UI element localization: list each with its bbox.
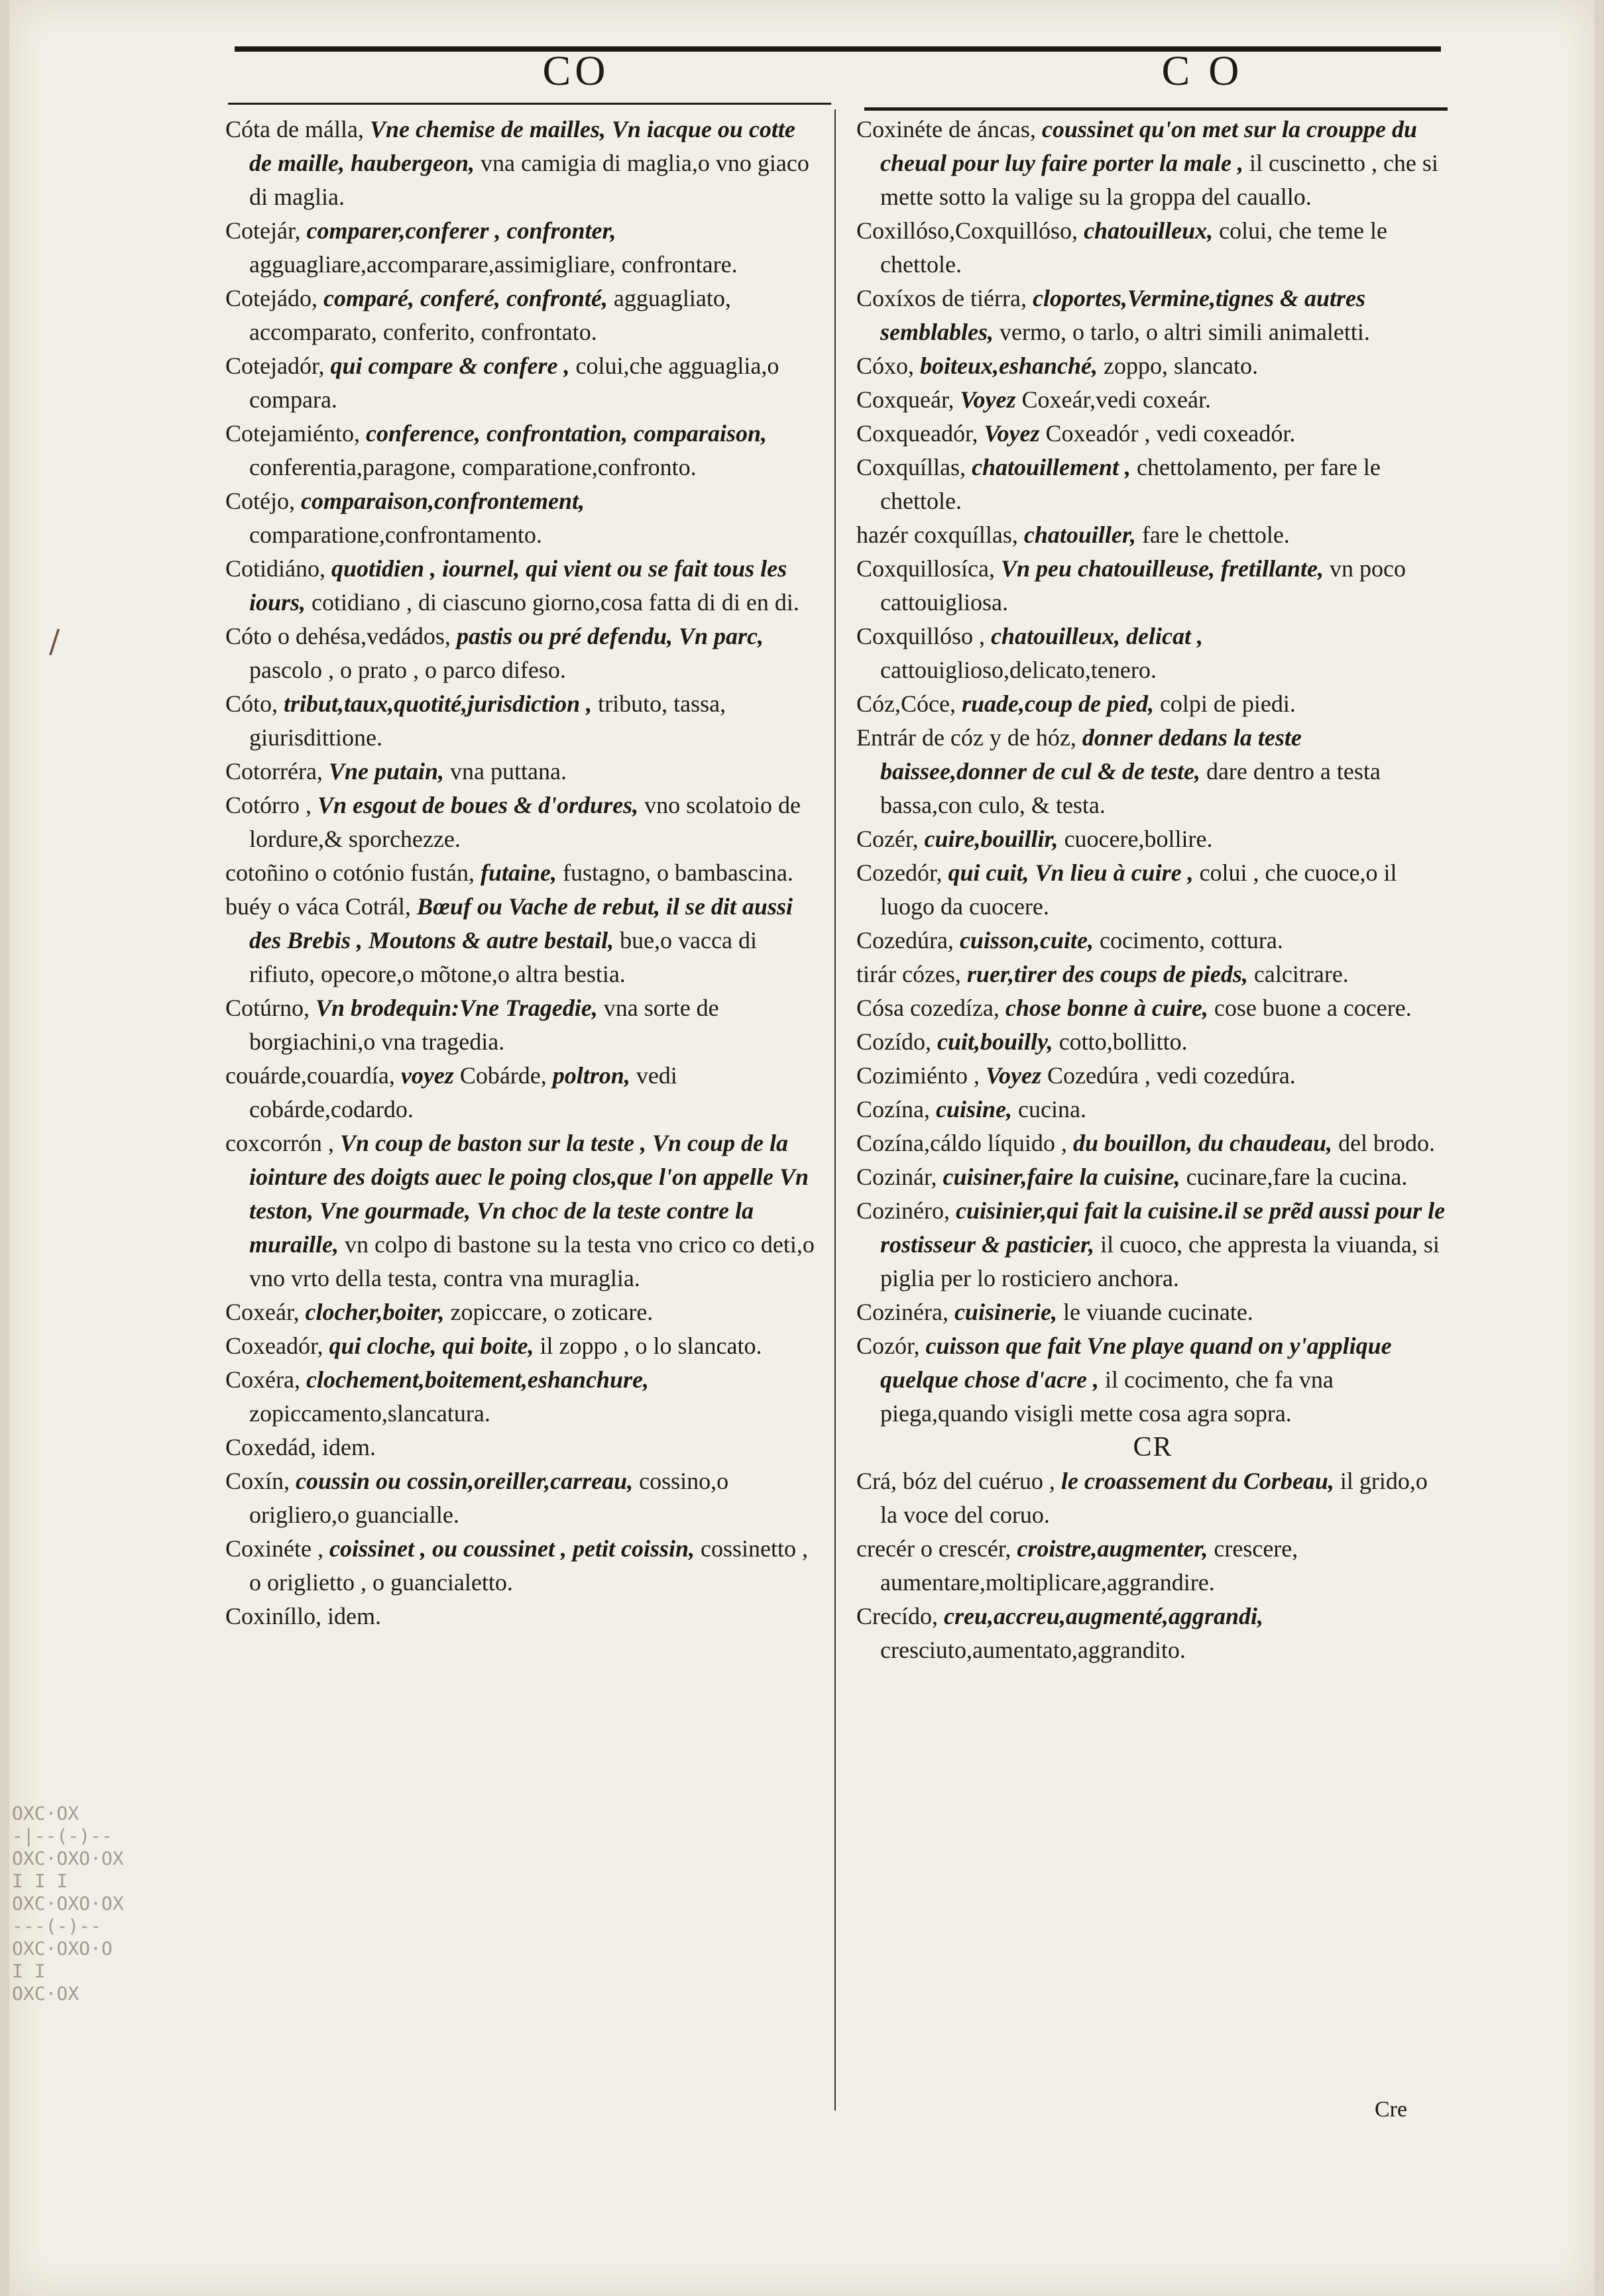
dictionary-entry: [225, 484, 822, 552]
dictionary-entry: [225, 620, 822, 687]
entry-headword: Crecído,: [856, 1603, 944, 1629]
entry-french: ruer,tirer des coups de pieds,: [966, 961, 1254, 987]
dictionary-entry: [225, 113, 822, 214]
entry-headword: Coxquíllas,: [856, 454, 972, 480]
entry-headword: Cozér,: [856, 826, 925, 852]
dictionary-entry: [225, 282, 822, 349]
entry-italian: vno scolatoio de lordure,& sporchezze.: [249, 792, 801, 852]
dictionary-entry: [225, 991, 822, 1059]
entry-italian: zopiccamento,slancatura.: [249, 1400, 490, 1427]
entry-headword: Cozinéro,: [856, 1197, 956, 1224]
bleed-line: ---(-)--: [12, 1915, 101, 1937]
entry-italian: cucinare,fare la cucina.: [1186, 1164, 1408, 1190]
entry-headword: Coxín,: [225, 1468, 296, 1494]
entry-italian: vermo, o tarlo, o altri simili animaletti.: [999, 319, 1370, 345]
dictionary-entry: [856, 1059, 1450, 1093]
entry-headword: Coxeadór,: [225, 1333, 329, 1359]
bleed-line: OXC·OXO·OX: [12, 1847, 124, 1869]
entry-french: Vn esgout de boues & d'ordures,: [317, 792, 645, 818]
dictionary-entry: [856, 417, 1450, 451]
entry-french: conference, confrontation, comparaison,: [365, 420, 767, 447]
entry-headword: Cóz,Cóce,: [856, 690, 962, 717]
entry-headword: crecér o crescér,: [856, 1535, 1017, 1562]
entry-italian: vna camigia di maglia,o vno giaco di maglia.: [249, 150, 809, 210]
right-column: [856, 113, 1450, 1667]
entry-headword: Coxeár,: [225, 1299, 306, 1325]
entry-french: poltron,: [552, 1062, 636, 1089]
entry-italian: cossino,o origliero,o guancialle.: [249, 1468, 729, 1528]
entry-french: clochement,boitement,eshanchure,: [306, 1366, 649, 1393]
dictionary-entry: [856, 822, 1450, 856]
entry-headword: Cotejadór,: [225, 353, 331, 379]
entry-french: qui cloche, qui boite,: [329, 1333, 540, 1359]
entry-headword: Cotejádo,: [225, 285, 323, 311]
entry-french: chatouilleux,: [1084, 217, 1220, 244]
margin-mark: /: [49, 623, 60, 660]
dictionary-entry: [856, 282, 1450, 349]
entry-french: chatouillement ,: [972, 454, 1137, 480]
entry-italian: zopiccare, o zoticare.: [450, 1299, 654, 1325]
entry-french: chose bonne à cuire,: [1005, 995, 1214, 1021]
entry-french: coussinet qu'on met sur la crouppe du cheual pour luy faire porter la male ,: [880, 116, 1418, 176]
bleed-line: OXC·OXO·O: [12, 1938, 113, 1959]
entry-italian: agguagliato, accomparato, conferito, confrontato.: [249, 285, 731, 345]
entry-french: comparaison,confrontement,: [301, 488, 585, 514]
dictionary-entry: [225, 214, 822, 282]
entry-headword: Coxquillosíca,: [856, 555, 1001, 582]
entry-headword: Cozinéra,: [856, 1299, 954, 1325]
dictionary-entry: [856, 924, 1450, 957]
dictionary-entry: [856, 1025, 1450, 1059]
dictionary-entry: [856, 1126, 1450, 1160]
entry-french: coussin ou cossin,oreiller,carreau,: [296, 1468, 640, 1494]
entry-french: pastis ou pré defendu, Vn parc,: [456, 623, 764, 649]
dictionary-entry: [856, 991, 1450, 1025]
entry-headword: Coxéra,: [225, 1366, 306, 1393]
entry-headword: Coxillóso,Coxquillóso,: [856, 217, 1084, 244]
dictionary-entry: [856, 1329, 1450, 1431]
entry-italian: cucina.: [1018, 1096, 1086, 1122]
bleed-through-text: [12, 1802, 158, 2005]
entry-french: Voyez: [984, 420, 1046, 447]
bleed-line: I I I: [12, 1870, 68, 1892]
dictionary-entry: [856, 113, 1450, 214]
entry-italian: Cobárde,: [459, 1062, 553, 1089]
entry-french: cuisiner,faire la cuisine,: [943, 1164, 1186, 1190]
dictionary-entry: [856, 518, 1450, 552]
entry-italian: colui, che teme le chettole.: [880, 217, 1387, 278]
entry-headword: Coxiníllo,: [225, 1603, 328, 1629]
entry-french: cuisinier,qui fait la cuisine.il se prẽd aussi pour le rostisseur & pasticier,: [880, 1197, 1446, 1258]
entry-italian: vn poco cattouigliosa.: [880, 555, 1406, 616]
entry-headword: Cóta de málla,: [225, 116, 370, 142]
dictionary-entry: [856, 1532, 1450, 1600]
entry-headword: Coxinéte de áncas,: [856, 116, 1042, 142]
entry-italian: il cuoco, che appresta la viuanda, si piglia per lo rosticiero anchora.: [880, 1231, 1440, 1291]
entry-french: Bœuf ou Vache de rebut, il se dit aussi des Brebis , Moutons & autre bestail,: [249, 893, 793, 954]
dictionary-entry: [856, 1160, 1450, 1194]
dictionary-entry: [225, 856, 822, 890]
column-rule-right: [864, 107, 1448, 111]
entry-french: comparé, conferé, confronté,: [323, 285, 614, 311]
entry-italian: cossinetto , o origlietto , o guancialetto.: [249, 1535, 809, 1596]
entry-french: cuire,bouillir,: [924, 826, 1064, 852]
entry-french: Vn brodequin:Vne Tragedie,: [315, 995, 604, 1021]
entry-italian: dare dentro a testa bassa,con culo, & testa.: [880, 758, 1381, 818]
column-divider: [834, 109, 836, 2110]
dictionary-entry: [856, 451, 1450, 518]
entry-french: qui cuit, Vn lieu à cuire ,: [948, 859, 1200, 886]
entry-french: quotidien , iournel, qui vient ou se fait tous les iours,: [249, 555, 787, 616]
right-column-co-entries: [856, 113, 1450, 1431]
entry-french: du bouillon, du chaudeau,: [1072, 1130, 1339, 1156]
dictionary-entry: [225, 1363, 822, 1431]
dictionary-entry: [225, 1431, 822, 1464]
entry-french: cuisine,: [935, 1096, 1018, 1122]
dictionary-entry: [225, 1329, 822, 1363]
dictionary-entry: [856, 687, 1450, 721]
entry-italian: bue,o vacca di rifiuto, opecore,o mõtone,o altra bestia.: [249, 927, 757, 987]
entry-french: tribut,taux,quotité,jurisdiction ,: [284, 690, 599, 717]
entry-italian: il grido,o la voce del coruo.: [880, 1468, 1428, 1528]
entry-headword: Coxíxos de tiérra,: [856, 285, 1033, 311]
entry-headword: Cozína,cáldo líquido ,: [856, 1130, 1073, 1156]
dictionary-entry: [225, 890, 822, 991]
dictionary-entry: [225, 417, 822, 484]
bleed-line: I I: [12, 1960, 46, 1982]
catchword: Cre: [1375, 2097, 1408, 2122]
entry-french: chatouilleux, delicat ,: [991, 623, 1204, 649]
dictionary-entry: [856, 1194, 1450, 1295]
entry-italian: cotidiano , di ciascuno giorno,cosa fatta di di en di.: [312, 589, 799, 616]
entry-italian: il cocimento, che fa vna piega,quando visigli mette cosa agra sopra.: [880, 1366, 1334, 1427]
entry-headword: Cozína,: [856, 1096, 936, 1122]
dictionary-entry: [856, 383, 1450, 417]
entry-headword: Cozór,: [856, 1333, 926, 1359]
entry-italian: chettolamento, per fare le chettole.: [880, 454, 1381, 514]
dictionary-entry: [225, 349, 822, 417]
dictionary-entry: [225, 1295, 822, 1329]
entry-headword: Cozimiénto ,: [856, 1062, 986, 1089]
entry-headword: Cozedúra,: [856, 927, 960, 954]
dictionary-entry: [225, 1600, 822, 1633]
entry-french: cuisson que fait Vne playe quand on y'applique quelque chose d'acre ,: [880, 1333, 1392, 1393]
entry-headword: coxcorrón ,: [225, 1130, 340, 1156]
dictionary-entry: [225, 687, 822, 755]
running-head-left: CO: [542, 47, 610, 94]
entry-italian: idem.: [321, 1434, 376, 1460]
entry-italian: calcitrare.: [1253, 961, 1349, 987]
entry-headword: Cotúrno,: [225, 995, 316, 1021]
entry-italian: crescere, aumentare,moltiplicare,aggrandire.: [880, 1535, 1298, 1596]
entry-italian: le viuande cucinate.: [1062, 1299, 1253, 1325]
column-rule-left: [228, 103, 831, 105]
entry-french: cuisson,cuite,: [959, 927, 1100, 954]
bleed-line: OXC·OX: [12, 1983, 80, 2004]
dictionary-entry: [856, 1093, 1450, 1126]
entry-french: cuisinerie,: [954, 1299, 1063, 1325]
entry-headword: Cotejamiénto,: [225, 420, 366, 447]
entry-italian: vna puttana.: [450, 758, 567, 785]
entry-headword: Cóto o dehésa,vedádos,: [225, 623, 457, 649]
entry-headword: Cotejár,: [225, 217, 307, 244]
entry-french: comparer,conferer , confronter,: [306, 217, 616, 244]
entry-headword: Cóxo,: [856, 353, 921, 379]
entry-french: boiteux,eshanché,: [920, 353, 1104, 379]
dictionary-entry: [856, 1600, 1450, 1667]
dictionary-entry: [225, 1126, 822, 1295]
entry-headword: Entrár de cóz y de hóz,: [856, 724, 1082, 751]
entry-italian: vedi cobárde,codardo.: [249, 1062, 677, 1122]
section-heading: CR: [1133, 1432, 1173, 1462]
entry-headword: cotoñino o cotónio fustán,: [225, 859, 481, 886]
entry-headword: tirár cózes,: [856, 961, 967, 987]
entry-french: Vne putain,: [328, 758, 450, 785]
entry-french: Vne chemise de mailles, Vn iacque ou cotte de maille, haubergeon,: [249, 116, 795, 176]
dictionary-entry: [225, 1532, 822, 1600]
running-head-right: C O: [1161, 47, 1243, 94]
left-column: [225, 113, 822, 1633]
entry-french: cloportes,Vermine,tignes & autres semblables,: [880, 285, 1365, 345]
dictionary-entry: [225, 789, 822, 856]
dictionary-page: [9, 0, 1595, 2296]
entry-french: chatouiller,: [1023, 521, 1142, 548]
entry-italian: vn colpo di bastone su la testa vno crico co deti,o vno vrto della testa, contra vna muraglia.: [249, 1231, 815, 1291]
dictionary-entry: [225, 755, 822, 789]
entry-italian: cresciuto,aumentato,aggrandito.: [880, 1637, 1186, 1663]
bleed-line: -|--(-)--: [12, 1825, 113, 1847]
entry-french: coissinet , ou coussinet , petit coissin,: [329, 1535, 701, 1562]
entry-italian: Cozedúra , vedi cozedúra.: [1047, 1062, 1296, 1089]
bleed-line: OXC·OXO·OX: [12, 1892, 124, 1914]
entry-headword: Cotidiáno,: [225, 555, 331, 582]
entry-french: qui compare & confere ,: [330, 353, 576, 379]
entry-french: donner dedans la teste baissee,donner de cul & de teste,: [880, 724, 1302, 785]
entry-italian: colui,che agguaglia,o compara.: [249, 353, 779, 413]
entry-french: futaine,: [480, 859, 563, 886]
entry-italian: colpi de piedi.: [1159, 690, 1296, 717]
dictionary-entry: [856, 1295, 1450, 1329]
entry-headword: buéy o váca Cotrál,: [225, 893, 417, 920]
entry-italian: colui , che cuoce,o il luogo da cuocere.: [880, 859, 1397, 920]
dictionary-entry: [856, 620, 1450, 687]
entry-headword: Cotéjo,: [225, 488, 301, 514]
entry-italian: zoppo, slancato.: [1104, 353, 1258, 379]
entry-italian: cose buone a cocere.: [1214, 995, 1412, 1021]
entry-italian: il cuscinetto , che si mette sotto la valige su la groppa del cauallo.: [880, 150, 1438, 210]
entry-italian: cattouiglioso,delicato,tenero.: [880, 657, 1157, 683]
entry-headword: Cozinár,: [856, 1164, 943, 1190]
entry-italian: cotto,bollitto.: [1059, 1028, 1188, 1055]
bleed-line: OXC·OX: [12, 1802, 80, 1824]
entry-italian: fustagno, o bambascina.: [562, 859, 793, 886]
entry-headword: Coxinéte ,: [225, 1535, 329, 1562]
entry-italian: pascolo , o prato , o parco difeso.: [249, 657, 566, 683]
entry-italian: conferentia,paragone, comparatione,confronto.: [249, 454, 697, 480]
entry-italian: tributo, tassa, giurisdittione.: [249, 690, 726, 751]
entry-italian: comparatione,confrontamento.: [249, 521, 542, 548]
entry-italian: cocimento, cottura.: [1099, 927, 1283, 954]
entry-headword: Cóto,: [225, 690, 284, 717]
entry-headword: Cozedór,: [856, 859, 948, 886]
dictionary-entry: [856, 856, 1450, 924]
entry-french: Voyez: [985, 1062, 1047, 1089]
right-column-cr-entries: [856, 1464, 1450, 1667]
entry-french: Vn peu chatouilleuse, fretillante,: [1001, 555, 1330, 582]
entry-headword: Cotorréra,: [225, 758, 329, 785]
entry-italian: Coxeadór , vedi coxeadór.: [1045, 420, 1296, 447]
entry-italian: cuocere,bollire.: [1064, 826, 1213, 852]
entry-headword: Cotórro ,: [225, 792, 317, 818]
entry-headword: Cozído,: [856, 1028, 937, 1055]
dictionary-entry: [856, 721, 1450, 822]
entry-french: clocher,boiter,: [305, 1299, 451, 1325]
entry-italian: il zoppo , o lo slancato.: [540, 1333, 762, 1359]
entry-headword: hazér coxquíllas,: [856, 521, 1024, 548]
dictionary-entry: [225, 552, 822, 620]
entry-french: Voyez: [960, 386, 1022, 413]
entry-headword: Coxquillóso ,: [856, 623, 992, 649]
entry-italian: del brodo.: [1338, 1130, 1436, 1156]
entry-french: Vn coup de baston sur la teste , Vn coup de la iointure des doigts auec le poing clos,que l'on appelle Vn teston, Vne gourmade, Vn choc de la teste contre la muraille,: [249, 1130, 809, 1258]
entry-headword: couárde,couardía,: [225, 1062, 401, 1089]
dictionary-entry: [225, 1464, 822, 1532]
entry-italian: fare le chettole.: [1141, 521, 1290, 548]
entry-french: cuit,bouilly,: [937, 1028, 1059, 1055]
entry-french: voyez: [400, 1062, 460, 1089]
dictionary-entry: [856, 957, 1450, 991]
dictionary-entry: [856, 552, 1450, 620]
entry-italian: vna sorte de borgiachini,o vna tragedia.: [249, 995, 719, 1055]
entry-french: creu,accreu,augmenté,aggrandi,: [943, 1603, 1263, 1629]
entry-french: croistre,augmenter,: [1017, 1535, 1214, 1562]
entry-headword: Coxqueadór,: [856, 420, 984, 447]
dictionary-entry: [856, 1464, 1450, 1532]
dictionary-entry: [225, 1059, 822, 1126]
entry-italian: agguagliare,accomparare,assimigliare, confrontare.: [249, 251, 738, 278]
entry-headword: Coxqueár,: [856, 386, 960, 413]
entry-french: ruade,coup de pied,: [961, 690, 1160, 717]
dictionary-entry: [856, 214, 1450, 282]
entry-headword: Coxedád,: [225, 1434, 322, 1460]
entry-italian: idem.: [327, 1603, 382, 1629]
dictionary-entry: [856, 349, 1450, 383]
entry-headword: Crá, bóz del cuéruo ,: [856, 1468, 1061, 1494]
entry-italian: Coxeár,vedi coxeár.: [1021, 386, 1211, 413]
entry-french: le croassement du Corbeau,: [1060, 1468, 1340, 1494]
entry-headword: Cósa cozedíza,: [856, 995, 1005, 1021]
